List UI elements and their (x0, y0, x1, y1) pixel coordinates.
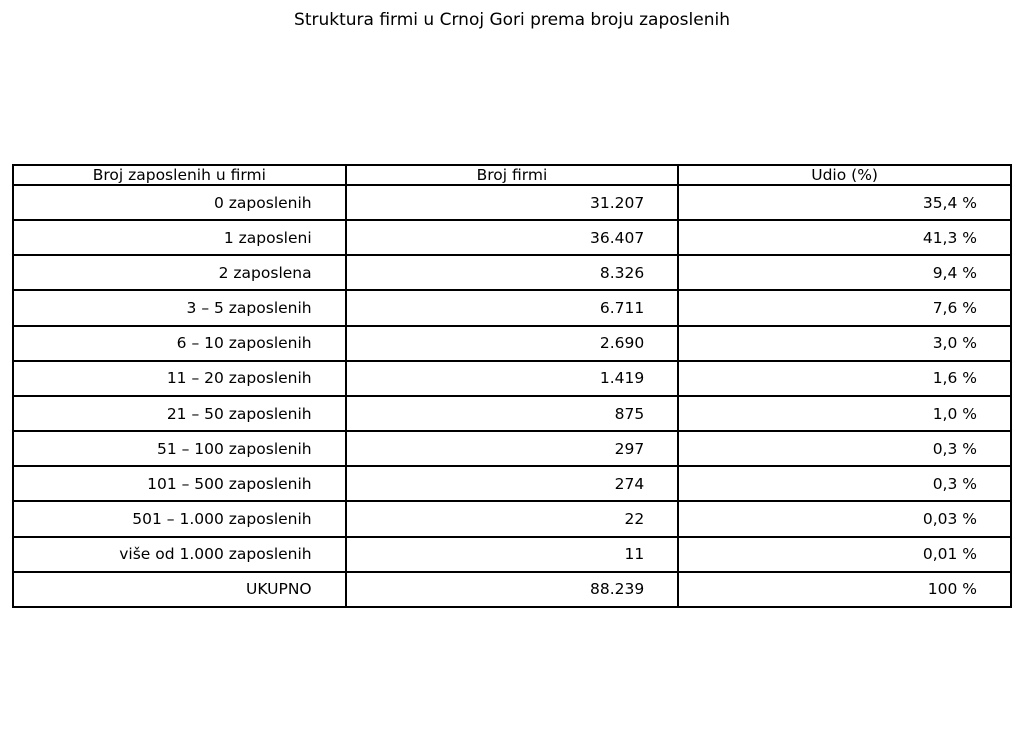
category-cell: 2 zaposlena (13, 255, 346, 290)
category-cell: 501 – 1.000 zaposlenih (13, 501, 346, 536)
category-cell: 101 – 500 zaposlenih (13, 466, 346, 501)
table-row (13, 501, 1011, 536)
table-header (13, 165, 1011, 185)
count-cell: 2.690 (346, 326, 679, 361)
table-row (13, 396, 1011, 431)
table-row (13, 185, 1011, 220)
category-cell: UKUPNO (13, 572, 346, 607)
count-cell: 6.711 (346, 290, 679, 325)
category-cell: 3 – 5 zaposlenih (13, 290, 346, 325)
table-row (13, 255, 1011, 290)
table-row (13, 220, 1011, 255)
category-cell: 21 – 50 zaposlenih (13, 396, 346, 431)
category-cell: 11 – 20 zaposlenih (13, 361, 346, 396)
share-cell: 0,3 % (678, 466, 1011, 501)
count-cell: 8.326 (346, 255, 679, 290)
share-cell: 0,3 % (678, 431, 1011, 466)
table-row (13, 361, 1011, 396)
count-cell: 297 (346, 431, 679, 466)
header-cell: Broj firmi (346, 165, 679, 185)
count-cell: 1.419 (346, 361, 679, 396)
table-row (13, 431, 1011, 466)
share-cell: 7,6 % (678, 290, 1011, 325)
share-cell: 41,3 % (678, 220, 1011, 255)
count-cell: 36.407 (346, 220, 679, 255)
count-cell: 88.239 (346, 572, 679, 607)
table-body (13, 185, 1011, 607)
share-cell: 1,0 % (678, 396, 1011, 431)
share-cell: 9,4 % (678, 255, 1011, 290)
share-cell: 0,01 % (678, 537, 1011, 572)
table-row (13, 537, 1011, 572)
header-row (13, 165, 1011, 185)
count-cell: 875 (346, 396, 679, 431)
share-cell: 3,0 % (678, 326, 1011, 361)
employees-structure-table (12, 164, 1012, 608)
table-row (13, 290, 1011, 325)
count-cell: 274 (346, 466, 679, 501)
category-cell: 6 – 10 zaposlenih (13, 326, 346, 361)
count-cell: 22 (346, 501, 679, 536)
category-cell: 1 zaposleni (13, 220, 346, 255)
category-cell: 51 – 100 zaposlenih (13, 431, 346, 466)
share-cell: 1,6 % (678, 361, 1011, 396)
share-cell: 0,03 % (678, 501, 1011, 536)
table-row (13, 326, 1011, 361)
share-cell: 35,4 % (678, 185, 1011, 220)
header-cell: Broj zaposlenih u firmi (13, 165, 346, 185)
count-cell: 11 (346, 537, 679, 572)
category-cell: više od 1.000 zaposlenih (13, 537, 346, 572)
table-row (13, 466, 1011, 501)
table-row (13, 572, 1011, 607)
category-cell: 0 zaposlenih (13, 185, 346, 220)
header-cell: Udio (%) (678, 165, 1011, 185)
count-cell: 31.207 (346, 185, 679, 220)
chart-title: Struktura firmi u Crnoj Gori prema broju zaposlenih (294, 10, 730, 30)
share-cell: 100 % (678, 572, 1011, 607)
